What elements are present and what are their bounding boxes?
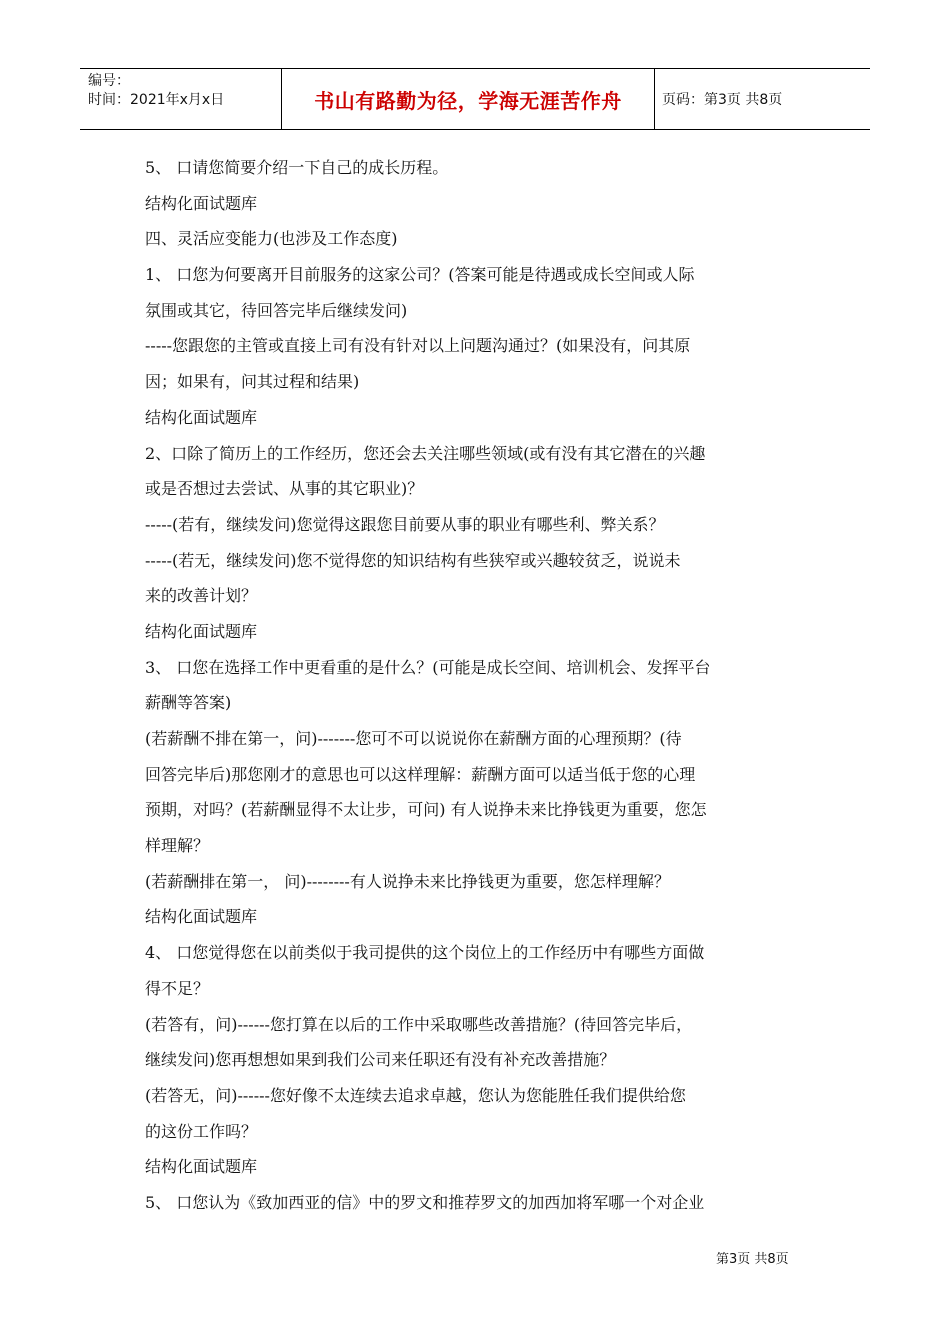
text-line: -----(若有，继续发问)您觉得这跟您目前要从事的职业有哪些利、弊关系？	[145, 514, 665, 534]
text-line: 预期，对吗？(若薪酬显得不太让步，可问) 有人说挣未来比挣钱更为重要，您怎	[145, 800, 707, 820]
text-line: (若薪酬排在第一， 问)--------有人说挣未来比挣钱更为重要，您怎样理解？	[145, 871, 670, 891]
text-line: 薪酬等答案)	[145, 693, 232, 713]
text-line: 来的改善计划？	[145, 586, 258, 606]
text-line: 结构化面试题库	[145, 1157, 258, 1177]
text-line: 2、口除了简历上的工作经历，您还会去关注哪些领域(或有没有其它潜在的兴趣	[145, 443, 706, 463]
header-meta	[88, 72, 224, 110]
text-line: 结构化面试题库	[145, 621, 258, 641]
text-line: -----您跟您的主管或直接上司有没有针对以上问题沟通过？(如果没有，问其原	[145, 336, 691, 356]
text-line: 1、 口您为何要离开目前服务的这家公司？(答案可能是待遇或成长空间或人际	[145, 265, 695, 285]
text-line: 5、 口您认为《致加西亚的信》中的罗文和推荐罗文的加西加将军哪一个对企业	[145, 1192, 705, 1212]
text-line: 或是否想过去尝试、从事的其它职业)？	[145, 479, 424, 499]
text-line: 氛围或其它，待回答完毕后继续发问)	[145, 300, 408, 320]
text-line: 回答完毕后)那您刚才的意思也可以这样理解：薪酬方面可以适当低于您的心理	[145, 764, 696, 784]
text-line: 样理解？	[145, 836, 210, 856]
text-line: (若答有，问)------您打算在以后的工作中采取哪些改善措施？(待回答完毕后，	[145, 1014, 693, 1034]
text-line: (若薪酬不排在第一，问)-------您可不可以说说你在薪酬方面的心理预期？(待	[145, 729, 682, 748]
document-time-label: 时间：2021年x月x日	[88, 92, 225, 108]
text-line: 5、 口请您简要介绍一下自己的成长历程。	[145, 158, 449, 177]
text-line: 因；如果有，问其过程和结果)	[145, 372, 360, 392]
text-line: 4、 口您觉得您在以前类似于我司提供的这个岗位上的工作经历中有哪些方面做	[145, 943, 705, 963]
text-line: 结构化面试题库	[145, 193, 258, 213]
document-number-label: 编号：	[88, 73, 130, 89]
text-line: 结构化面试题库	[145, 907, 258, 927]
text-line: 继续发问)您再想想如果到我们公司来任职还有没有补充改善措施？	[145, 1050, 616, 1070]
text-line: 3、 口您在选择工作中更看重的是什么？(可能是成长空间、培训机会、发挥平台	[145, 657, 711, 677]
text-line: 的这份工作吗？	[145, 1121, 258, 1141]
header-motto: 书山有路勤为径，学海无涯苦作舟	[314, 88, 622, 113]
text-line: 结构化面试题库	[145, 407, 258, 427]
header-divider	[654, 69, 655, 129]
text-line: -----(若无，继续发问)您不觉得您的知识结构有些狭窄或兴趣较贫乏，说说未	[145, 550, 681, 570]
document-body	[145, 150, 810, 1221]
footer-page-info: 第3页 共8页	[716, 1252, 789, 1267]
text-line: 四、灵活应变能力(也涉及工作态度)	[145, 229, 398, 249]
header-page-info: 页码：第3页 共8页	[662, 92, 783, 108]
text-line: 得不足？	[145, 978, 210, 998]
text-line: (若答无，问)------您好像不太连续去追求卓越，您认为您能胜任我们提供给您	[145, 1085, 686, 1105]
header-table	[80, 68, 870, 130]
